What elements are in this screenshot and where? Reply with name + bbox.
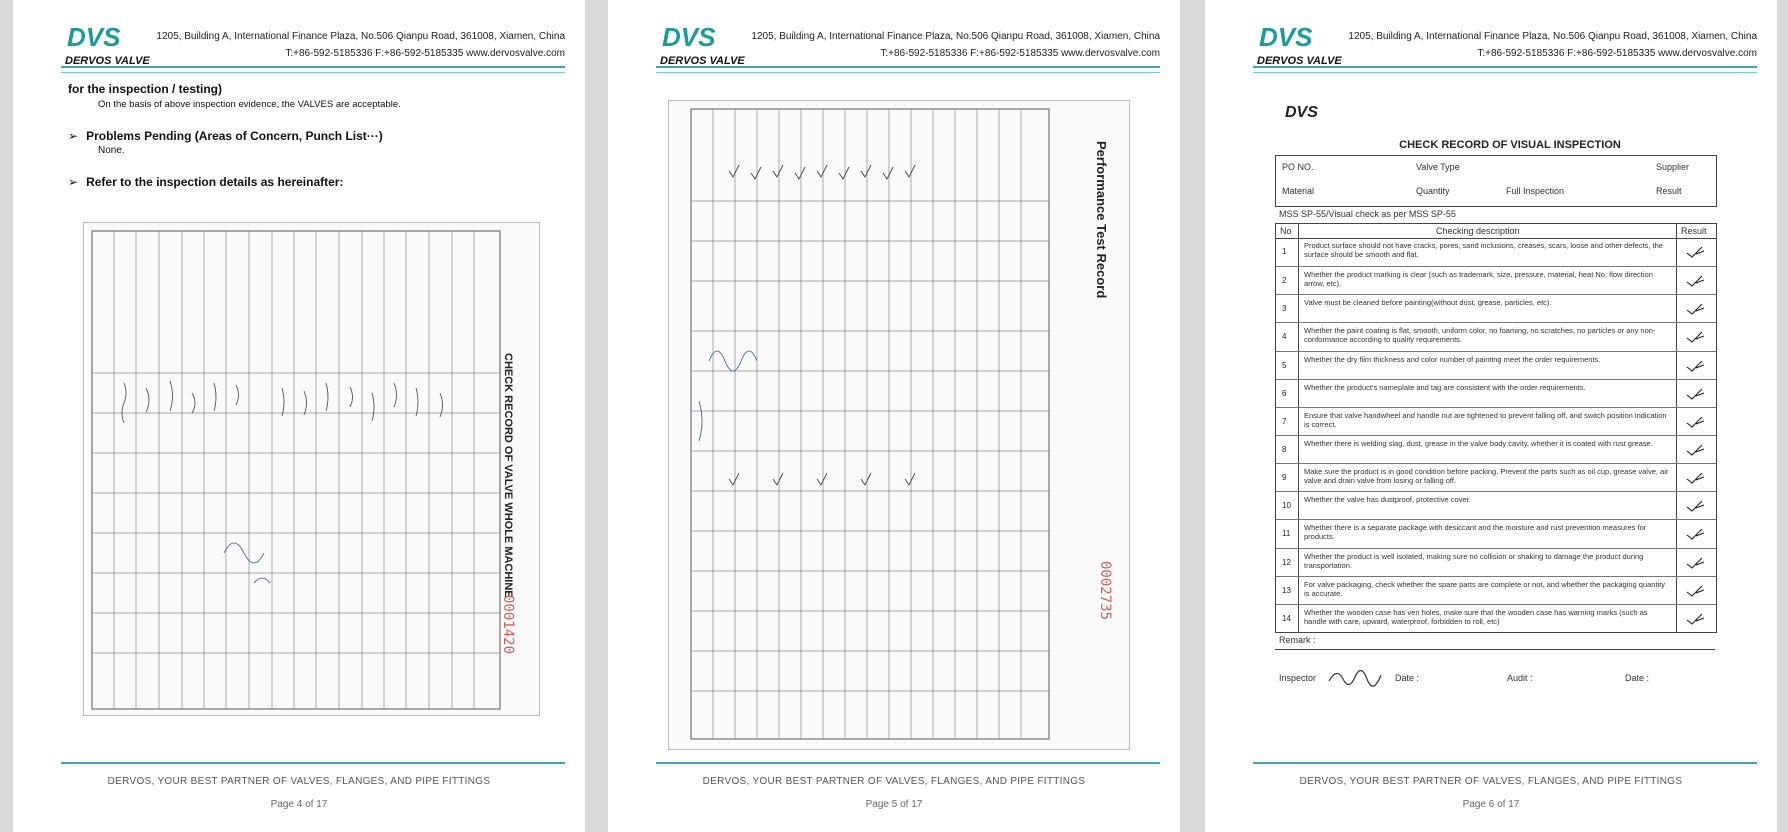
col-result: Result (1681, 226, 1707, 236)
company-address (1348, 28, 1757, 62)
company-address (156, 28, 565, 62)
header-rule (61, 66, 565, 73)
date-label-2: Date : (1625, 673, 1650, 683)
row-description: Whether the product is well isolated, making sure no collision or shaking to damage the product during transportation. (1304, 551, 1644, 570)
logo-subtext: DERVOS VALVE (660, 55, 745, 67)
bullet-arrow-icon: ➢ (68, 129, 79, 143)
table-row (1276, 491, 1716, 520)
scan-form-number: 0001420 (500, 595, 516, 655)
inspector-label: Inspector (1279, 673, 1317, 683)
table-row (1276, 463, 1716, 492)
row-description: Whether there is welding slag, dust, grease in the valve body cavity, whether it is coated with rust grease. (1304, 439, 1653, 448)
row-number: 8 (1282, 445, 1287, 455)
table-row (1276, 266, 1716, 295)
row-number: 1 (1282, 247, 1287, 257)
refer-heading-row (68, 175, 343, 189)
row-description: Whether the valve has dustproof, protective cover. (1304, 495, 1471, 505)
table-row (1276, 351, 1716, 380)
dervos-logo (61, 20, 161, 68)
handwritten-check-mark (1684, 245, 1714, 259)
row-number: 2 (1282, 276, 1287, 286)
address-line-1: 1205, Building A, International Finance Plaza, No.506 Qianpu Road, 361008, Xiamen, China (156, 31, 565, 42)
hdr-po: PO NO. (1282, 162, 1314, 172)
handwritten-check-mark (1684, 415, 1714, 429)
document-page-4 (13, 0, 585, 832)
address-line-2: T:+86-592-5185336 F:+86-592-5185335 www.dervosvalve.com (285, 48, 565, 59)
footer-tagline: DERVOS, YOUR BEST PARTNER OF VALVES, FLANGES, AND PIPE FITTINGS (107, 776, 491, 787)
inspector-signature (1327, 665, 1387, 689)
table-row (1276, 435, 1716, 464)
page-number: Page 5 of 17 (865, 799, 923, 810)
table-row (1276, 322, 1716, 351)
remark-rule (1275, 649, 1715, 650)
handwritten-check-mark (1684, 612, 1714, 626)
row-number: 12 (1282, 557, 1291, 567)
address-line-2: T:+86-592-5185336 F:+86-592-5185335 www.dervosvalve.com (1477, 48, 1757, 59)
scan-form-title: Performance Test Record (1094, 141, 1109, 299)
header-rule (656, 66, 1160, 73)
problems-heading: Problems Pending (Areas of Concern, Punch List···) (86, 129, 383, 143)
row-description: Whether the dry film thickness and color number of painting meet the order requirements. (1304, 354, 1601, 364)
table-row (1276, 519, 1716, 548)
handwritten-check-mark (1684, 556, 1714, 570)
scan-form-title: CHECK RECORD OF VISUAL INSPECTION (1399, 139, 1621, 151)
row-description: Make sure the product is in good condition before packing. Prevent the parts such as oil cup, grease valve, air valve and drain valve from losing or falling off. (1304, 467, 1669, 486)
row-number: 5 (1282, 360, 1287, 370)
page-number: Page 4 of 17 (270, 799, 328, 810)
logo-subtext: DERVOS VALVE (65, 55, 150, 67)
col-description: Checking description (1436, 226, 1520, 236)
table-row (1276, 238, 1716, 266)
hdr-supplier: Supplier (1656, 162, 1690, 172)
row-number: 9 (1282, 473, 1287, 483)
table-header-row (1276, 224, 1716, 239)
handwritten-check-mark (1684, 443, 1714, 457)
scanned-form-grid (84, 223, 539, 715)
row-description: For valve packaging, check whether the spare parts are complete or not, and whether the packaging quantity is accurate. (1304, 579, 1666, 598)
handwritten-check-mark (1684, 471, 1714, 485)
hdr-material: Material (1282, 186, 1315, 196)
document-page-6 (1205, 0, 1777, 832)
footer-tagline: DERVOS, YOUR BEST PARTNER OF VALVES, FLANGES, AND PIPE FITTINGS (702, 776, 1086, 787)
problems-value: None. (98, 145, 125, 156)
row-number: 7 (1282, 416, 1287, 426)
address-line-1: 1205, Building A, International Finance Plaza, No.506 Qianpu Road, 361008, Xiamen, China (751, 31, 1160, 42)
handwritten-check-mark (1684, 527, 1714, 541)
inspection-standard: MSS SP-55/Visual check as per MSS SP-55 (1279, 209, 1456, 219)
scanned-visual-inspection-record (1275, 95, 1745, 717)
hdr-valve-type: Valve Type (1416, 162, 1460, 172)
col-no: No (1280, 226, 1292, 236)
logo-subtext: DERVOS VALVE (1257, 55, 1342, 67)
address-line-2: T:+86-592-5185336 F:+86-592-5185335 www.dervosvalve.com (880, 48, 1160, 59)
table-row (1276, 407, 1716, 436)
dervos-logo (1253, 20, 1353, 68)
row-number: 3 (1282, 304, 1287, 314)
handwritten-check-mark (1684, 274, 1714, 288)
footer-rule (1253, 762, 1757, 767)
scanned-check-record-whole-machine (83, 222, 540, 716)
handwritten-check-mark (1684, 387, 1714, 401)
section-tail: for the inspection / testing) (68, 82, 223, 96)
logo-mark: DVS (662, 22, 716, 52)
conclusion-text: On the basis of above inspection evidence, the VALVES are acceptable. (98, 99, 401, 110)
handwritten-check-mark (1684, 330, 1714, 344)
row-description: Product surface should not have cracks, pores, sand inclusions, creases, scars, loose and other defects, the surface should be smooth and flat. (1304, 241, 1663, 259)
table-row (1276, 294, 1716, 323)
address-line-1: 1205, Building A, International Finance Plaza, No.506 Qianpu Road, 361008, Xiamen, China (1348, 31, 1757, 42)
company-address (751, 28, 1160, 62)
handwritten-check-mark (1684, 584, 1714, 598)
scan-logo-mark: DVS (1285, 104, 1318, 121)
table-row (1276, 576, 1716, 605)
logo-mark: DVS (67, 22, 121, 52)
row-description: Whether the wooden case has ven holes, make sure that the wooden case has warning marks (such as handle with care, upward, waterproof, forbidden to roll, etc) (1304, 607, 1648, 626)
table-row (1276, 379, 1716, 408)
document-page-5 (608, 0, 1180, 832)
row-description: Whether the paint coating is flat, smooth, uniform color, no foaming, no scratches, no particles or any non-conformance according to quality requirements. (1304, 326, 1656, 345)
table-row (1276, 604, 1716, 633)
scan-form-number: 0002735 (1097, 561, 1113, 621)
bullet-arrow-icon: ➢ (68, 175, 79, 189)
date-label: Date : (1395, 673, 1420, 683)
header-rule (1253, 66, 1757, 73)
page-number: Page 6 of 17 (1462, 799, 1520, 810)
problems-heading-row (68, 129, 383, 143)
footer-rule (656, 762, 1160, 767)
logo-mark: DVS (1259, 22, 1313, 52)
scan-header-box (1275, 155, 1717, 207)
handwritten-check-mark (1684, 302, 1714, 316)
hdr-quantity: Quantity (1416, 186, 1450, 196)
row-description: Whether the product's nameplate and tag are consistent with the order requirements. (1304, 382, 1586, 392)
table-row (1276, 548, 1716, 577)
hdr-full-inspection: Full Inspection (1506, 186, 1565, 196)
dervos-logo (656, 20, 756, 68)
scanned-performance-test-record (668, 100, 1130, 750)
hdr-result: Result (1656, 186, 1682, 196)
footer-tagline: DERVOS, YOUR BEST PARTNER OF VALVES, FLANGES, AND PIPE FITTINGS (1299, 776, 1683, 787)
refer-heading: Refer to the inspection details as hereinafter: (86, 175, 344, 189)
handwritten-check-mark (1684, 359, 1714, 373)
handwritten-check-mark (1684, 499, 1714, 513)
scan-form-title: CHECK RECORD OF VALVE WHOLE MACHINE (502, 353, 514, 598)
row-description: Valve must be cleaned before painting(without dust, grease, particles, etc). (1304, 298, 1552, 308)
row-number: 11 (1282, 529, 1291, 539)
scanned-form-grid (669, 101, 1129, 749)
row-number: 14 (1282, 613, 1291, 623)
row-description: Whether the product marking is clear (such as trademark, size, pressure, material, heat No, flow direction arrow, etc). (1304, 270, 1653, 289)
row-number: 4 (1282, 332, 1287, 342)
row-number: 10 (1282, 501, 1291, 511)
row-description: Ensure that valve handwheel and handle nut are tightened to prevent falling off, and switch position indication is correct. (1304, 410, 1667, 429)
audit-label: Audit : (1507, 673, 1533, 683)
row-number: 13 (1282, 585, 1291, 595)
scan-logo (1283, 101, 1333, 127)
row-number: 6 (1282, 388, 1287, 398)
visual-inspection-table (1275, 223, 1717, 633)
row-description: Whether there is a separate package with desiccant and the moisture and rust prevention measures for products. (1304, 523, 1647, 542)
footer-rule (61, 762, 565, 767)
remark-label: Remark : (1279, 635, 1316, 645)
